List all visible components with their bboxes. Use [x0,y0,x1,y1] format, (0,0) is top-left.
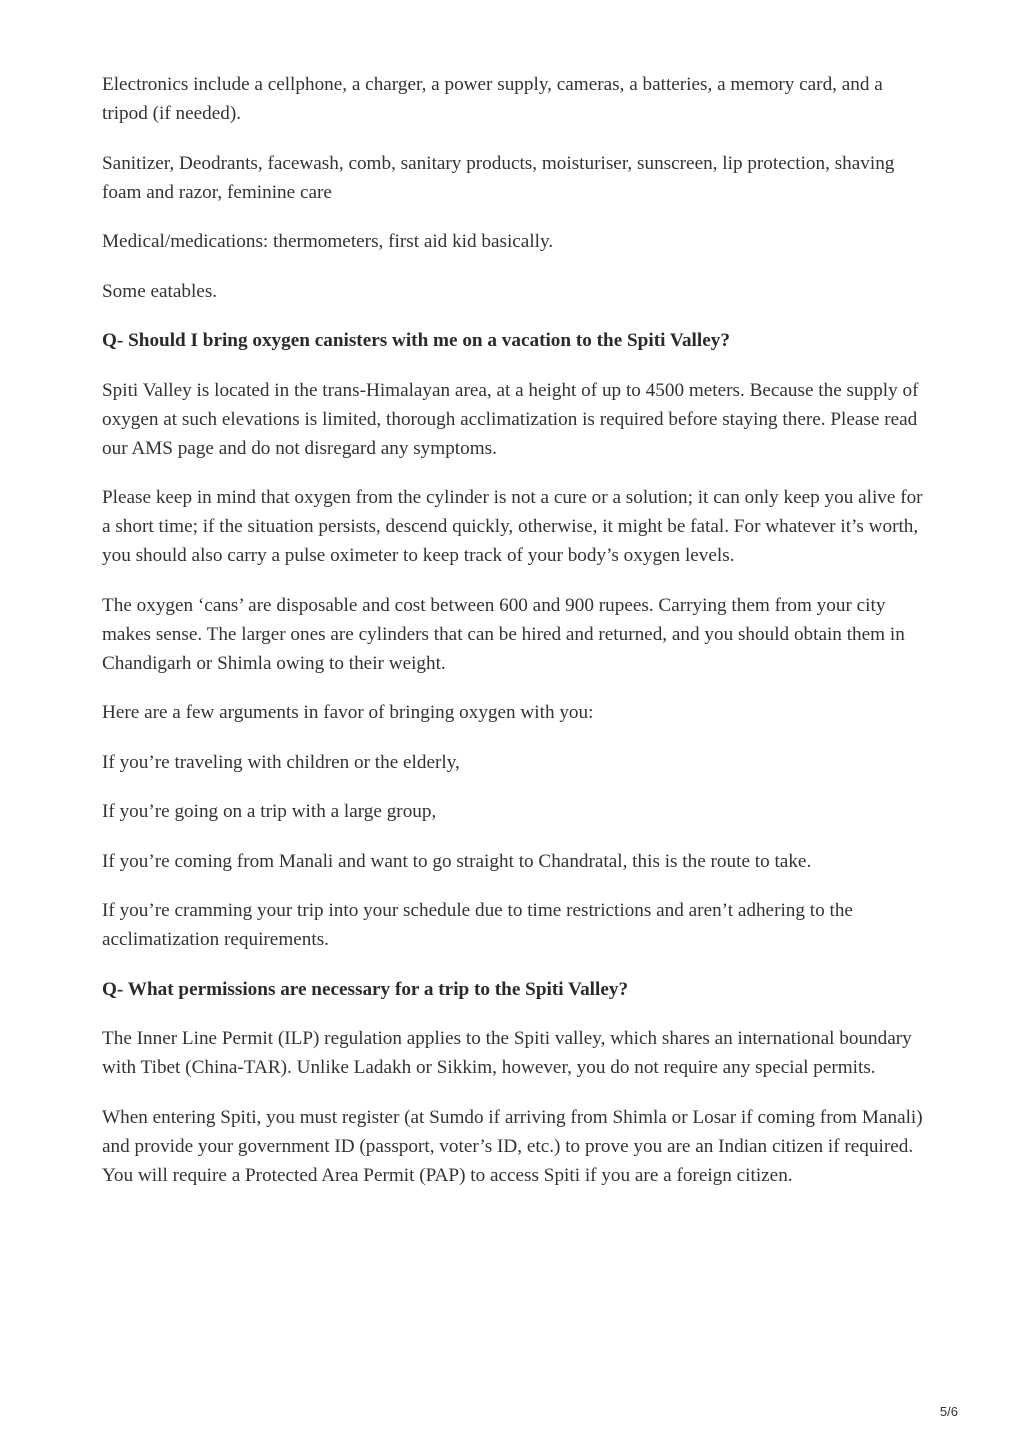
paragraph-electronics: Electronics include a cellphone, a charger, a power supply, cameras, a batteries, a memory card, and a tripod (if needed). [102,74,883,124]
question-permissions-heading: Q- What permissions are necessary for a trip to the Spiti Valley? [102,978,629,1000]
paragraph-arguments-intro: Here are a few arguments in favor of bringing oxygen with you: [102,702,594,723]
paragraph-oxygen-cylinder: Please keep in mind that oxygen from the cylinder is not a cure or a solution; it can only keep you alive for a short time; if the situation persists, descend quickly, otherwise, it might be fatal. For whatever it’s worth, you should also carry a pulse oximeter to keep track of your body’s oxygen levels. [102,487,923,566]
paragraph-argument-group: If you’re going on a trip with a large group, [102,801,437,822]
paragraph-medical: Medical/medications: thermometers, first aid kid basically. [102,231,554,252]
document-body [102,70,932,1210]
paragraph-inner-line-permit: The Inner Line Permit (ILP) regulation applies to the Spiti valley, which shares an international boundary with Tibet (China-TAR). Unlike Ladakh or Sikkim, however, you do not require any special permits. [102,1028,912,1078]
page-number: 5/6 [939,1404,958,1419]
paragraph-registration: When entering Spiti, you must register (at Sumdo if arriving from Shimla or Losar if coming from Manali) and provide your government ID (passport, voter’s ID, etc.) to prove you are an Indian citizen if required. You will require a Protected Area Permit (PAP) to access Spiti if you are a foreign citizen. [102,1106,923,1186]
paragraph-toiletries: Sanitizer, Deodrants, facewash, comb, sanitary products, moisturiser, sunscreen, lip protection, shaving foam and razor, feminine care [102,152,895,203]
paragraph-argument-schedule: If you’re cramming your trip into your schedule due to time restrictions and aren’t adhering to the acclimatization requirements. [102,900,853,950]
paragraph-argument-manali: If you’re coming from Manali and want to go straight to Chandratal, this is the route to take. [102,850,812,872]
paragraph-oxygen-cans: The oxygen ‘cans’ are disposable and cost between 600 and 900 rupees. Carrying them from your city makes sense. The larger ones are cylinders that can be hired and returned, and you should obtain them in Chandigarh or Shimla owing to their weight. [102,594,905,674]
question-oxygen-heading: Q- Should I bring oxygen canisters with me on a vacation to the Spiti Valley? [102,330,730,351]
paragraph-spiti-altitude: Spiti Valley is located in the trans-Himalayan area, at a height of up to 4500 meters. Because the supply of oxygen at such elevations is limited, thorough acclimatization is required before staying there. Please read our AMS page and do not disregard any symptoms. [102,379,919,459]
paragraph-eatables: Some eatables. [102,280,218,302]
paragraph-argument-children: If you’re traveling with children or the elderly, [102,751,460,773]
